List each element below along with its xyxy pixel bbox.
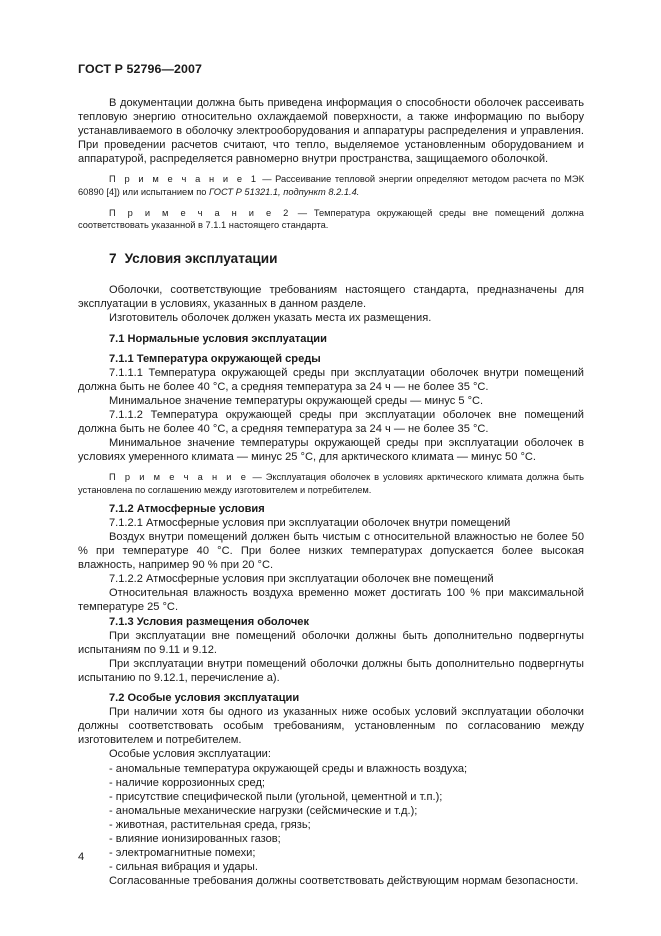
note-arctic-text: — Эксплуатация оболочек в условиях арктического климата должна быть установлена по соглашению между изготовителем и потребителем. <box>78 472 584 495</box>
subsection-7-1-3-heading: 7.1.3 Условия размещения оболочек <box>109 615 309 628</box>
section-7-heading <box>78 251 584 266</box>
clause-7-1-2-1: 7.1.2.1 Атмосферные условия при эксплуатации оболочек внутри помещений <box>109 516 511 529</box>
subsection-7-1-heading: 7.1 Нормальные условия эксплуатации <box>109 332 327 345</box>
clause-7-1-2-1-text: Воздух внутри помещений должен быть чистым с относительной влажностью не более 50 % при температуре 40 °С. При более низких температурах допускается более высокая влажность, например 90 % при 20 °С. <box>78 531 584 572</box>
list-item: - влияние ионизированных газов; <box>78 832 584 846</box>
section-7-paragraph-1: Оболочки, соответствующие требованиям настоящего стандарта, предназначены для эксплуатации в условиях, указанных в данном разделе. <box>78 284 584 311</box>
page-content <box>78 96 584 888</box>
note-arctic-label: П р и м е ч а н и е <box>109 472 249 483</box>
section-7-paragraph-2: Изготовитель оболочек должен указать места их размещения. <box>109 312 432 325</box>
note-1-reference: ГОСТ Р 51321.1, подпункт 8.2.1.4. <box>209 186 360 197</box>
clause-7-2-list-lead: Особые условия эксплуатации: <box>109 748 271 761</box>
clause-7-1-1-1: 7.1.1.1 Температура окружающей среды при эксплуатации оболочек внутри помещений должна быть не более 40 °С, а средняя температура за 24 ч — не более 35 °С. <box>78 366 584 393</box>
clause-7-1-2-2: 7.1.2.2 Атмосферные условия при эксплуатации оболочек вне помещений <box>109 573 494 586</box>
clause-7-1-3-indoor: При эксплуатации внутри помещений оболочки должны быть дополнительно подвергнуты испытанию по 9.12.1, перечисление а). <box>78 657 584 684</box>
list-item: - аномальные механические нагрузки (сейсмические и т.д.); <box>78 804 584 818</box>
section-7-number: 7 <box>109 251 117 267</box>
document-id-header: ГОСТ Р 52796—2007 <box>78 62 202 76</box>
intro-paragraph: В документации должна быть приведена информация о способности оболочек рассеивать тепловую энергию относительно охлаждаемой поверхности, а также информацию по выбору устанавливаемого в оболочку электрооборудования и аппаратуры распределения и управления. При проведении расчетов считают, что тепло, выделяемое установленным оборудованием и аппаратурой, распределяется равномерно внутри пространства, защищаемого оболочкой. <box>78 97 584 166</box>
list-item: - животная, растительная среда, грязь; <box>78 818 584 832</box>
special-conditions-list <box>78 762 584 875</box>
clause-7-1-1-1-min: Минимальное значение температуры окружающей среды — минус 5 °С. <box>109 394 484 407</box>
note-2 <box>78 207 584 231</box>
subsection-7-1-2-heading: 7.1.2 Атмосферные условия <box>109 502 265 515</box>
note-2-text: — Температура окружающей среды вне помещений должна соответствовать указанной в 7.1.1 настоящего стандарта. <box>78 207 584 231</box>
list-item: - аномальные температура окружающей среды и влажность воздуха; <box>78 762 584 776</box>
section-7-title: Условия эксплуатации <box>124 251 278 267</box>
clause-7-1-2-2-text: Относительная влажность воздуха временно может достигать 100 % при максимальной температуре 25 °С. <box>78 587 584 614</box>
list-item: - присутствие специфической пыли (угольной, цементной и т.п.); <box>78 790 584 804</box>
note-1 <box>78 173 584 197</box>
list-item: - сильная вибрация и удары. <box>78 860 584 874</box>
note-1-text: — Рассеивание тепловой энергии определяют методом расчета по МЭК 60890 [4]) или испытанием по <box>78 174 584 197</box>
clause-7-1-3-outdoor: При эксплуатации вне помещений оболочки должны быть дополнительно подвергнуты испытаниям по 9.11 и 9.12. <box>78 629 584 656</box>
note-arctic <box>78 471 584 495</box>
list-item: - наличие коррозионных сред; <box>78 776 584 790</box>
subsection-7-1-1-heading: 7.1.1 Температура окружающей среды <box>109 352 321 365</box>
clause-7-1-1-2: 7.1.1.2 Температура окружающей среды при эксплуатации оболочек вне помещений должна быть не более 40 °С, а средняя температура за 24 ч — не более 35 °С. <box>78 409 584 436</box>
clause-7-2-closing: Согласованные требования должны соответствовать действующим нормам безопасности. <box>109 875 579 888</box>
clause-7-2-intro: При наличии хотя бы одного из указанных ниже особых условий эксплуатации оболочки должны соответствовать особым требованиям, установленным по согласованию между изготовителем и потребителем. <box>78 706 584 747</box>
note-2-label: П р и м е ч а н и е 2 <box>109 207 291 218</box>
subsection-7-2-heading: 7.2 Особые условия эксплуатации <box>109 692 300 705</box>
clause-7-1-1-2-min: Минимальное значение температуры окружающей среды при эксплуатации оболочек в условиях умеренного климата — минус 25 °С, для арктического климата — минус 50 °С. <box>78 437 584 464</box>
list-item: - электромагнитные помехи; <box>78 846 584 860</box>
note-1-label: П р и м е ч а н и е 1 <box>109 174 259 185</box>
page-number: 4 <box>78 851 85 863</box>
